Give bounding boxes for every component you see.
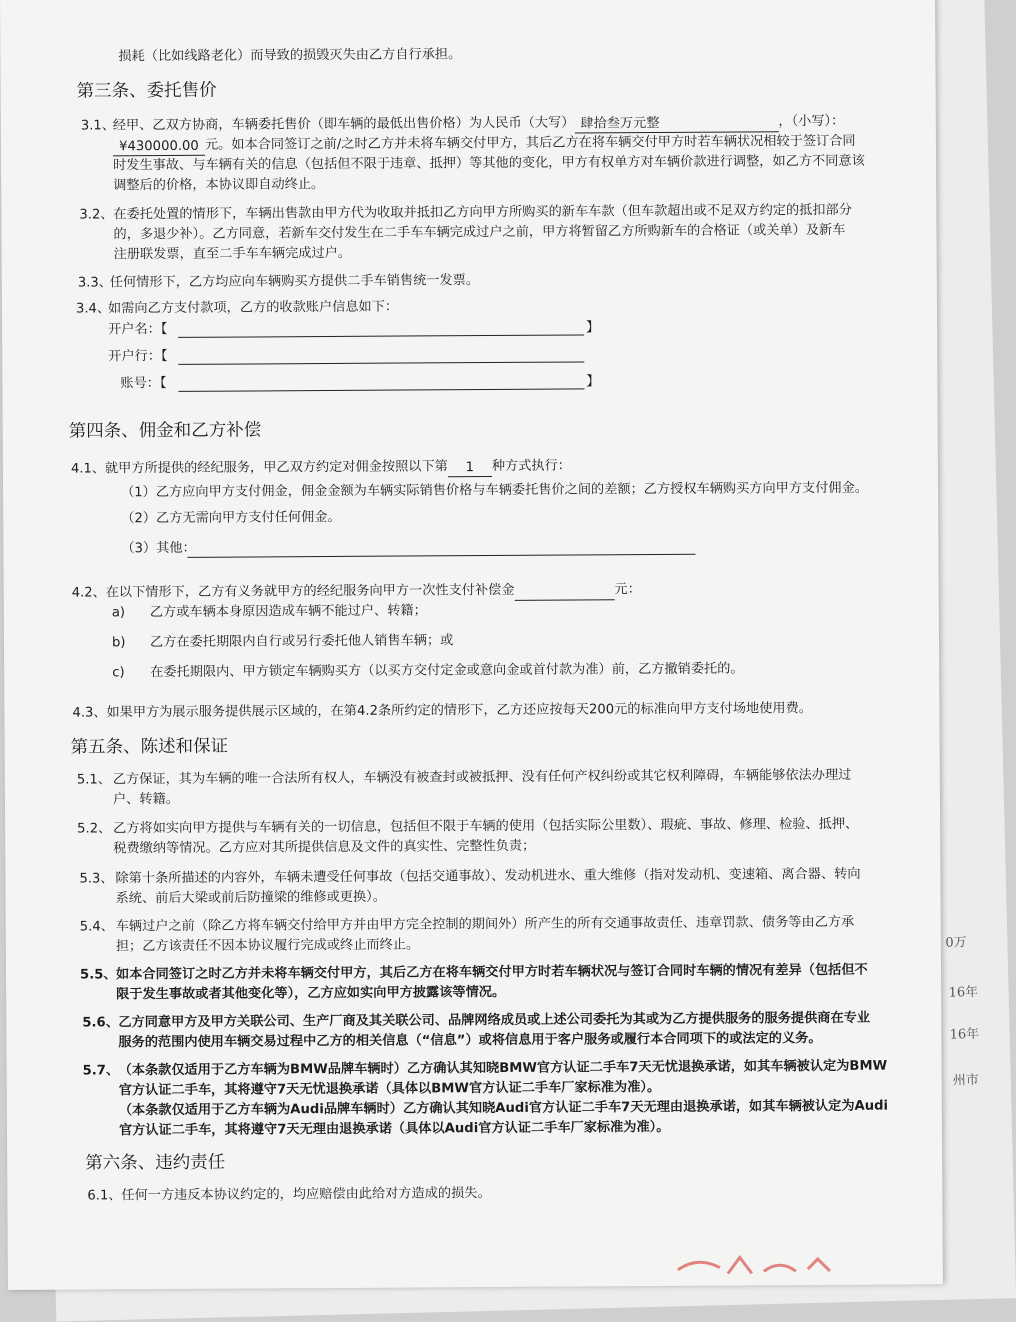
commission-option-field: 1	[448, 460, 492, 477]
article-3-title: 第三条、委托售价	[76, 80, 217, 102]
account-number-field	[178, 388, 584, 391]
item-a-text: 乙方或车辆本身原因造成车辆不能过户、转籍；	[149, 603, 427, 621]
clause-3-1-line-3: 时发生事故、与车辆有关的信息（包括但不限于违章、抵押）等其他的变化，甲方有权单方对车辆价款进行调整，如乙方不同意该	[113, 153, 865, 174]
clause-5-6-number: 5.6、	[82, 1015, 119, 1031]
clause-3-2-line-3: 注册联发票，直至二手车车辆完成过户。	[113, 245, 352, 263]
clause-5-2-line-2: 税费缴纳等情况。乙方应对其所提供信息及文件的真实性、完整性负责；	[113, 838, 536, 857]
account-name-label: 开户名：【	[108, 321, 168, 338]
clause-5-4-line-2: 担；乙方该责任不因本协议履行完成或终止而终止。	[115, 937, 420, 955]
clause-5-1-number: 5.1、	[76, 772, 112, 788]
clause-4-3-line-1: 如果甲方为展示服务提供展示区域的，在第4.2条所约定的情形下，乙方还应按每天200元的标准向甲方支付场地使用费。	[106, 701, 812, 721]
clause-5-5-line-2: 限于发生事故或者其他变化等），乙方应如实向甲方披露该等情况。	[116, 984, 506, 1003]
margin-text-4: 州市	[952, 1072, 979, 1089]
account-number-close: 】	[586, 374, 600, 390]
clause-5-7-line-2: 官方认证二手车，其将遵守7天无忧退换承诺（具体以BMW官方认证二手车厂家标准为准）。	[118, 1079, 661, 1099]
item-c-label: c)	[112, 665, 125, 681]
clause-5-2-line-1: 乙方将如实向甲方提供与车辆有关的一切信息，包括但不限于车辆的使用（包括实际公里数）、瑕疵、事故、修理、检验、抵押、	[113, 816, 859, 837]
item-b-text: 乙方在委托期限内自行或另行委托他人销售车辆；或	[149, 633, 454, 651]
clause-4-2-line-1: 在以下情形下，乙方有义务就甲方的经纪服务向甲方一次性支付补偿金 元：	[105, 582, 641, 601]
clause-3-1-number: 3.1、	[80, 118, 116, 134]
article-4-title: 第四条、佣金和乙方补偿	[68, 420, 262, 442]
clause-5-5-number: 5.5、	[79, 967, 117, 983]
price-upper-field: 肆拾叁万元整	[574, 115, 778, 133]
clause-3-3-number: 3.3、	[77, 275, 113, 291]
article-6-title: 第六条、违约责任	[85, 1152, 226, 1174]
clause-3-1-line-4: 调整后的价格，本协议即自动终止。	[113, 177, 325, 194]
item-c-text: 在委托期限内、甲方锁定车辆购买方（以买方交付定金或意向金或首付款为准）前，乙方撤销委托的。	[150, 661, 744, 681]
clause-4-1-option-1: （1）乙方应向甲方支付佣金，佣金金额为车辆实际销售价格与车辆委托售价之间的差额；乙方授权车辆购买方向甲方支付佣金。	[121, 480, 868, 501]
clause-4-1-option-2: （2）乙方无需向甲方支付任何佣金。	[121, 509, 341, 527]
clause-4-1-line-1: 就甲方所提供的经纪服务，甲乙双方约定对佣金按照以下第 1 种方式执行：	[104, 458, 571, 477]
clause-3-1-line-1: 经甲、乙双方协商，车辆委托售价（即车辆的最低出售价格）为人民币（大写） 肆拾叁万元整 ，（小写）：	[112, 113, 845, 134]
clause-4-3-number: 4.3、	[72, 705, 107, 721]
account-name-close: 】	[586, 320, 600, 336]
clause-5-7-line-1: （本条款仅适用于乙方车辆为BMW品牌车辆时）乙方确认其知晓BMW官方认证二手车7天无忧退换承诺，如其车辆被认定为BMW	[118, 1058, 888, 1079]
clause-5-3-line-1: 除第十条所描述的内容外，车辆未遭受任何事故（包括交通事故）、发动机进水、重大维修（指对发动机、变速箱、离合器、转向	[115, 866, 861, 887]
account-number-label: 账号：【	[120, 375, 167, 392]
clause-3-2-line-1: 在委托处置的情形下，车辆出售款由甲方代为收取并抵扣乙方向甲方所购买的新车车款（但车款超出或不足双方约定的抵扣部分	[113, 202, 852, 223]
compensation-amount-field	[514, 583, 614, 601]
clause-4-2-number: 4.2、	[71, 585, 106, 601]
clause-5-1-line-2: 户、转籍。	[112, 791, 179, 808]
account-name-field	[178, 334, 584, 337]
clause-5-6-line-1: 乙方同意甲方及甲方关联公司、生产厂商及其关联公司、品牌网络成员或上述公司委托为其或为乙方提供服务的服务提供商在专业	[118, 1010, 871, 1031]
price-lower-field: ¥430000.00	[113, 139, 205, 157]
item-b-label: b)	[111, 635, 126, 651]
clause-3-2-line-2: 的，多退少补）。乙方同意，若新车交付发生在二手车车辆完成过户之前，甲方将暂留乙方所购新车的合格证（或关单）及新车	[113, 222, 846, 243]
clause-5-7-line-3: （本条款仅适用于乙方车辆为Audi品牌车辆时）乙方确认其知晓Audi官方认证二手车7天无理由退换承诺，如其车辆被认定为Audi	[118, 1098, 889, 1119]
clause-6-1-number: 6.1、	[87, 1188, 122, 1204]
clause-5-6-line-2: 服务的范围内使用车辆交易过程中乙方的相关信息（“信息”）或将信息用于客户服务或履行本合同项下的或法定的义务。	[118, 1031, 822, 1051]
clause-5-3-number: 5.3、	[79, 871, 114, 887]
clause-3-1-line-2: ¥430000.00 元。如本合同签订之前/之时乙方并未将车辆交付甲方，其后乙方在将车辆交付甲方时若车辆状况相较于签订合同	[113, 132, 856, 157]
item-a-label: a)	[111, 605, 126, 621]
clause-5-3-line-2: 系统、前后大梁或前后防撞梁的维修或更换）。	[115, 889, 386, 907]
clause-5-2-number: 5.2、	[77, 821, 112, 837]
clause-5-5-line-1: 如本合同签订之时乙方并未将车辆交付甲方，其后乙方在将车辆交付甲方时若车辆状况与签订合同时车辆的情况有差异（包括但不	[115, 962, 868, 983]
margin-text-2: 16年	[948, 984, 979, 1001]
carryover-text: 损耗（比如线路老化）而导致的损毁灭失由乙方自行承担。	[118, 47, 462, 65]
clause-5-1-line-1: 乙方保证，其为车辆的唯一合法所有权人，车辆没有被查封或被抵押、没有任何产权纠纷或其它权利障碍，车辆能够依法办理过	[112, 767, 852, 788]
clause-5-7-line-4: 官方认证二手车，其将遵守7天无理由退换承诺（具体以Audi官方认证二手车厂家标准为准）。	[118, 1119, 670, 1139]
article-5-title: 第五条、陈述和保证	[70, 736, 229, 758]
clause-3-4-line-1: 如需向乙方支付款项，乙方的收款账户信息如下：	[107, 299, 399, 317]
other-option-field	[187, 554, 695, 558]
clause-3-3-line-1: 任何情形下，乙方均应向车辆购买方提供二手车销售统一发票。	[109, 273, 480, 291]
red-stamp-fragment	[668, 1247, 848, 1278]
clause-5-4-number: 5.4、	[79, 919, 114, 935]
bank-field	[178, 361, 584, 364]
clause-4-1-option-3: （3）其他：	[121, 540, 196, 557]
clause-6-1-line-1: 任何一方违反本协议约定的，均应赔偿由此给对方造成的损失。	[121, 1186, 491, 1204]
margin-text-1: 0万	[945, 935, 967, 951]
clause-3-4-number: 3.4、	[75, 301, 111, 317]
bank-label: 开户行：【	[108, 348, 168, 365]
clause-4-1-number: 4.1、	[70, 461, 106, 477]
margin-text-3: 16年	[949, 1026, 980, 1043]
clause-5-7-number: 5.7、	[82, 1063, 120, 1079]
clause-3-2-number: 3.2、	[79, 207, 114, 223]
clause-5-4-line-1: 车辆过户之前（除乙方将车辆交付给甲方并由甲方完全控制的期间外）所产生的所有交通事故责任、违章罚款、债务等由乙方承	[115, 914, 855, 935]
